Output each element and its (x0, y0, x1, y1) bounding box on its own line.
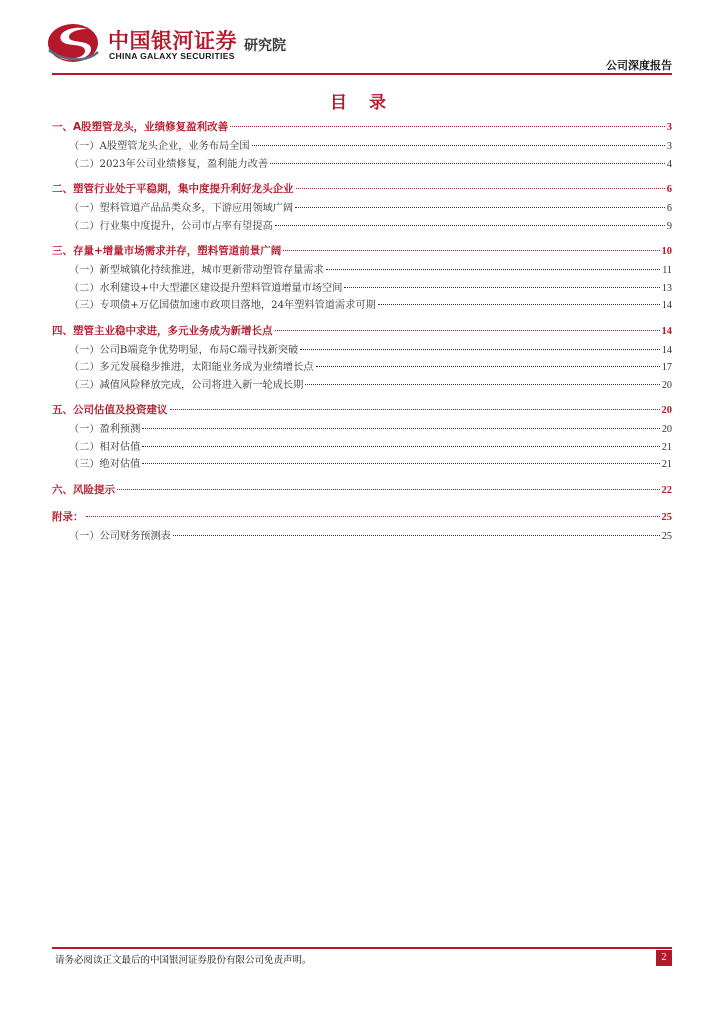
toc-page-number: 4 (666, 158, 672, 170)
toc-page-number: 3 (666, 141, 672, 152)
toc-page-number: 14 (661, 300, 672, 311)
toc-section-title: 三、存量+增量市场需求并存，塑料管道前景广阔 (52, 245, 282, 257)
toc-subsection-entry[interactable] (52, 199, 672, 217)
toc-section-title: 六、风险提示 (52, 483, 115, 496)
toc-page-number: 21 (661, 459, 672, 470)
toc-page-number: 10 (661, 246, 672, 257)
toc-page-number: 11 (662, 265, 672, 276)
toc-subsection-entry[interactable] (52, 420, 672, 438)
toc-leader-dots (142, 446, 660, 447)
toc-subsection-title: （一）公司财务预测表 (69, 530, 171, 542)
toc-section-title: 五、公司估值及投资建议 (52, 404, 168, 416)
toc-subsection-title: （三）减值风险释放完成，公司将进入新一轮成长期 (69, 379, 304, 391)
disclaimer-text: 请务必阅读正文最后的中国银河证券股份有限公司免责声明。 (55, 955, 312, 966)
toc-page-number: 25 (661, 511, 672, 523)
toc-page-number: 3 (666, 122, 672, 133)
toc-subsection-title: （一）盈利预测 (69, 424, 141, 435)
toc-leader-dots (316, 366, 660, 367)
toc-subsection-title: （二）相对估值 (69, 441, 141, 453)
toc-leader-dots (344, 287, 659, 288)
toc-page-number: 21 (661, 441, 672, 453)
toc-page-number: 14 (661, 325, 672, 337)
toc-section-entry[interactable] (52, 243, 672, 261)
toc-section-entry[interactable] (52, 402, 672, 420)
toc-page-number: 20 (661, 405, 672, 416)
toc-page-number: 13 (661, 282, 672, 294)
toc-subsection-title: （一）A股塑管龙头企业，业务布局全国 (69, 141, 250, 152)
toc-subsection-title: （二）2023年公司业绩修复，盈利能力改善 (69, 158, 269, 170)
page-header (0, 0, 724, 80)
toc-subsection-entry[interactable] (52, 376, 672, 394)
toc-leader-dots (296, 188, 665, 189)
toc-section-title: 四、塑管主业稳中求进，多元业务成为新增长点 (52, 324, 273, 337)
toc-subsection-entry[interactable] (52, 527, 672, 545)
toc-title: 目 录 (330, 93, 394, 113)
toc-subsection-entry[interactable] (52, 341, 672, 359)
toc-subsection-title: （二）行业集中度提升，公司市占率有望提高 (69, 220, 273, 232)
toc-section-title: 二、塑管行业处于平稳期，集中度提升利好龙头企业 (52, 183, 294, 195)
toc-section-entry[interactable] (52, 119, 672, 137)
table-of-contents (52, 119, 672, 544)
toc-subsection-entry[interactable] (52, 261, 672, 279)
toc-section-entry[interactable] (52, 323, 672, 341)
toc-leader-dots (275, 225, 665, 226)
toc-subsection-title: （二）多元发展稳步推进，太阳能业务成为业绩增长点 (69, 362, 314, 373)
toc-leader-dots (305, 384, 660, 385)
toc-subsection-title: （二）水利建设+中大型灌区建设提升塑料管道增量市场空间 (69, 282, 343, 294)
toc-subsection-entry[interactable] (52, 217, 672, 235)
toc-page-number: 6 (666, 203, 672, 214)
institute-label: 研究院 (244, 38, 286, 54)
footer-divider (52, 947, 672, 949)
toc-page-number: 9 (666, 220, 672, 232)
page-number: 2 (656, 950, 672, 966)
toc-subsection-title: （三）绝对估值 (69, 459, 141, 470)
toc-section-entry[interactable] (52, 509, 672, 527)
toc-leader-dots (326, 269, 661, 270)
toc-section-entry[interactable] (52, 181, 672, 199)
toc-leader-dots (252, 145, 665, 146)
toc-leader-dots (300, 349, 660, 350)
toc-subsection-entry[interactable] (52, 137, 672, 155)
toc-section-title: 附录： (52, 510, 84, 523)
toc-page-number: 20 (661, 424, 672, 435)
toc-leader-dots (170, 409, 660, 410)
toc-subsection-entry[interactable] (52, 279, 672, 297)
header-divider (52, 73, 672, 75)
toc-leader-dots (117, 489, 660, 490)
toc-section-title: 一、A股塑管龙头，业绩修复盈利改善 (52, 121, 229, 133)
toc-leader-dots (270, 163, 665, 164)
toc-subsection-entry[interactable] (52, 155, 672, 173)
toc-leader-dots (295, 207, 665, 208)
toc-leader-dots (275, 330, 660, 331)
toc-subsection-title: （一）塑料管道产品品类众多，下游应用领域广阔 (69, 203, 294, 214)
toc-leader-dots (142, 463, 660, 464)
toc-page-number: 25 (661, 530, 672, 542)
toc-subsection-title: （一）公司B端竞争优势明显，布局C端寻找新突破 (69, 344, 299, 356)
toc-subsection-entry[interactable] (52, 358, 672, 376)
toc-subsection-entry[interactable] (52, 455, 672, 473)
toc-leader-dots (142, 428, 660, 429)
toc-subsection-title: （一）新型城镇化持续推进，城市更新带动塑管存量需求 (69, 265, 324, 276)
toc-page-number: 14 (661, 344, 672, 356)
toc-leader-dots (173, 535, 660, 536)
toc-leader-dots (378, 304, 660, 305)
toc-page-number: 17 (661, 362, 672, 373)
report-type-label: 公司深度报告 (606, 59, 672, 72)
toc-subsection-entry[interactable] (52, 438, 672, 456)
toc-leader-dots (230, 126, 665, 127)
toc-leader-dots (86, 516, 660, 517)
galaxy-logo-icon (47, 20, 99, 66)
brand-name-en: CHINA GALAXY SECURITIES (109, 51, 235, 61)
toc-leader-dots (283, 250, 659, 251)
toc-page-number: 20 (661, 379, 672, 391)
toc-page-number: 6 (666, 184, 672, 195)
toc-subsection-title: （三）专项债+万亿国债加速市政项目落地，24年塑料管道需求可期 (69, 300, 376, 311)
toc-page-number: 22 (661, 484, 672, 496)
toc-subsection-entry[interactable] (52, 296, 672, 314)
brand-name-cn: 中国银河证券 (108, 29, 237, 53)
toc-section-entry[interactable] (52, 482, 672, 500)
